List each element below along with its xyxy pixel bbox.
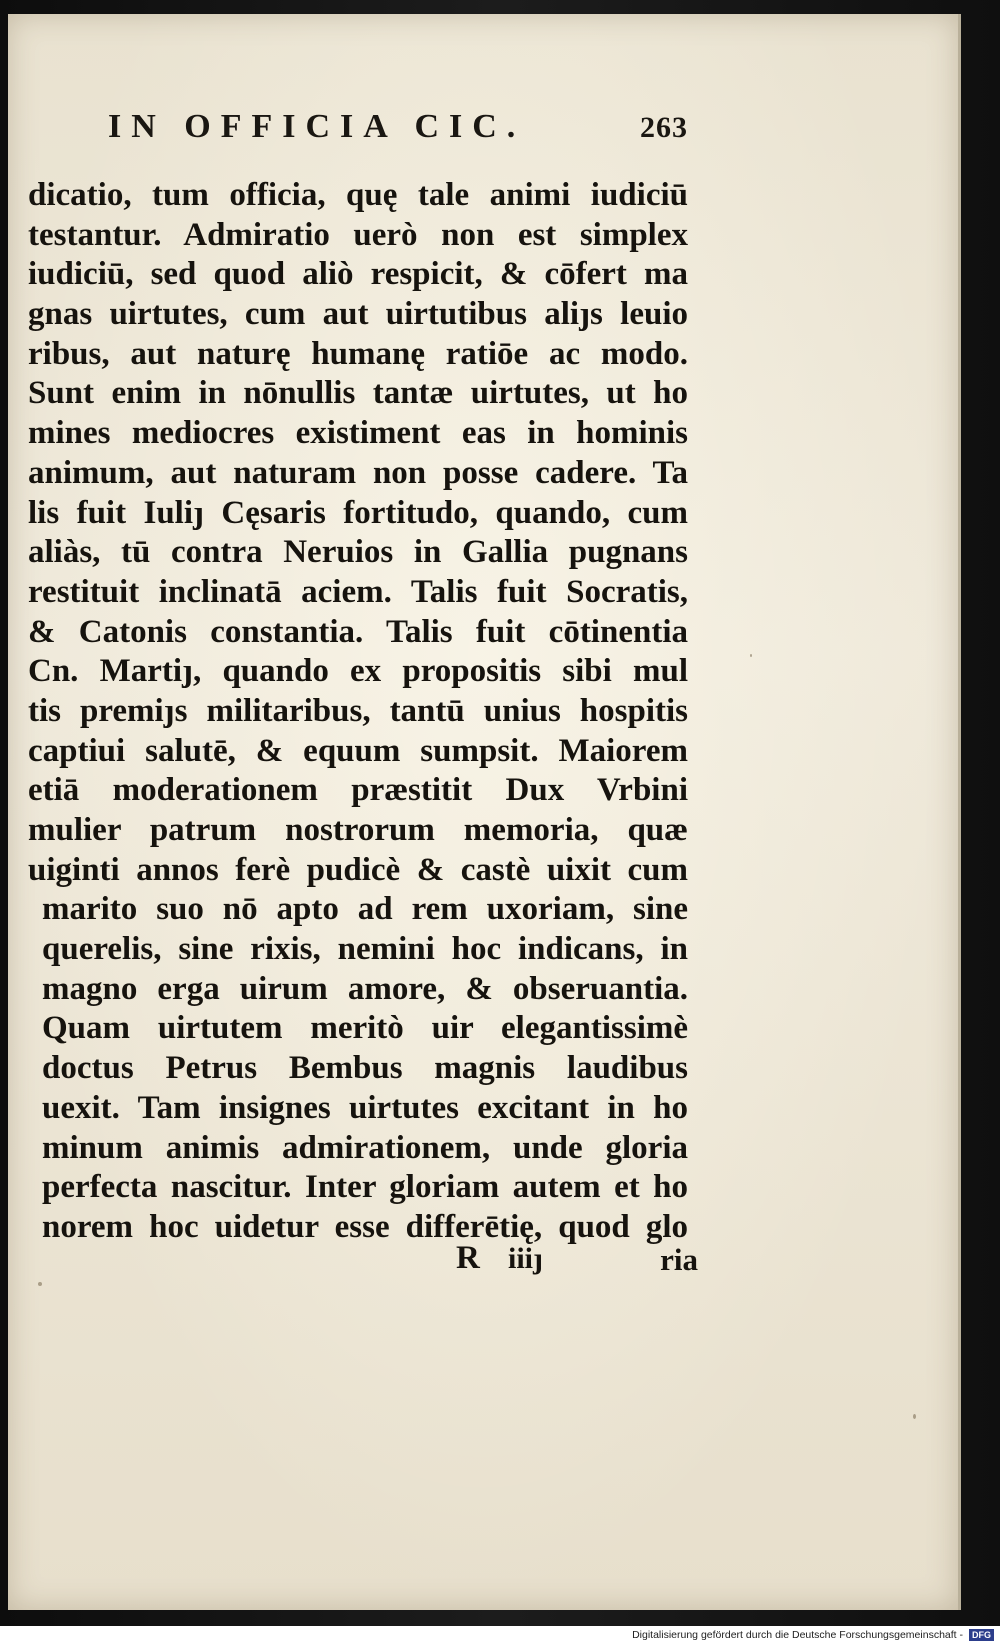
text-line: Cn. Martiȷ, quando ex propositis sibi mul	[28, 653, 688, 690]
text-line: dicatio, tum officia, quę tale animi iudiciū	[28, 177, 688, 213]
text-line: lis fuit Iuliȷ Cęsaris fortitudo, quando, cum	[28, 494, 688, 531]
text-line: uexit. Tam insignes uirtutes excitant in ho	[42, 1089, 688, 1126]
dfg-logo-icon: DFG	[969, 1629, 994, 1641]
body-text	[28, 176, 688, 1248]
text-line: aliàs, tū contra Neruios in Gallia pugnans	[28, 534, 688, 571]
catchword: ria	[660, 1242, 698, 1277]
text-line: Sunt enim in nōnullis tantæ uirtutes, ut ho	[28, 375, 688, 412]
text-line: mulier patrum nostrorum memoria, quæ	[28, 812, 688, 848]
text-line: & Catonis constantia. Talis fuit cōtinentia	[28, 613, 688, 650]
text-line: mines mediocres existiment eas in hominis	[28, 415, 688, 452]
running-title: IN OFFICIA CIC.	[108, 108, 526, 145]
footer-credit: Digitalisierung gefördert durch die Deutsche Forschungsgemeinschaft -	[632, 1629, 963, 1641]
text-line: captiui salutē, & equum sumpsit. Maiorem	[28, 732, 688, 769]
paper-speck	[750, 654, 752, 657]
footer-bar	[0, 1626, 1000, 1644]
text-line: restituit inclinatā aciem. Talis fuit Socratis,	[28, 573, 688, 610]
text-line: iudiciū, sed quod aliò respicit, & cōfert ma	[28, 256, 688, 293]
running-head	[108, 108, 688, 146]
text-line: perfecta nascitur. Inter gloriam autem et ho	[42, 1169, 688, 1206]
text-line: animum, aut naturam non posse cadere. Ta	[28, 454, 688, 491]
text-line: minum animis admirationem, unde gloria	[42, 1129, 688, 1166]
text-line: uiginti annos ferè pudicè & castè uixit cum	[28, 851, 688, 888]
text-line: Quam uirtutem meritò uir elegantissimè	[42, 1010, 688, 1047]
text-line: querelis, sine rixis, nemini hoc indicans, in	[42, 931, 688, 968]
paper-speck	[913, 1414, 916, 1419]
signature-number: iiiȷ	[508, 1242, 543, 1275]
signature-letter: R	[456, 1240, 480, 1276]
text-line: norem hoc uidetur esse differētię, quod glo	[42, 1208, 688, 1245]
paper-speck	[38, 1282, 42, 1286]
page-number: 263	[640, 111, 688, 144]
text-line: tis premiȷs militaribus, tantū unius hospitis	[28, 692, 688, 729]
signature-row	[428, 1240, 698, 1284]
text-line: doctus Petrus Bembus magnis laudibus	[42, 1050, 688, 1087]
text-line: magno erga uirum amore, & obseruantia.	[42, 970, 688, 1007]
book-page	[8, 14, 961, 1610]
text-line: ribus, aut naturę humanę ratiōe ac modo.	[28, 335, 688, 372]
text-line: gnas uirtutes, cum aut uirtutibus aliȷs leuio	[28, 296, 688, 333]
text-line: marito suo nō apto ad rem uxoriam, sine	[42, 891, 688, 928]
text-line: testantur. Admiratio uerò non est simplex	[28, 216, 688, 253]
text-line: etiā moderationem præstitit Dux Vrbini	[28, 772, 688, 809]
